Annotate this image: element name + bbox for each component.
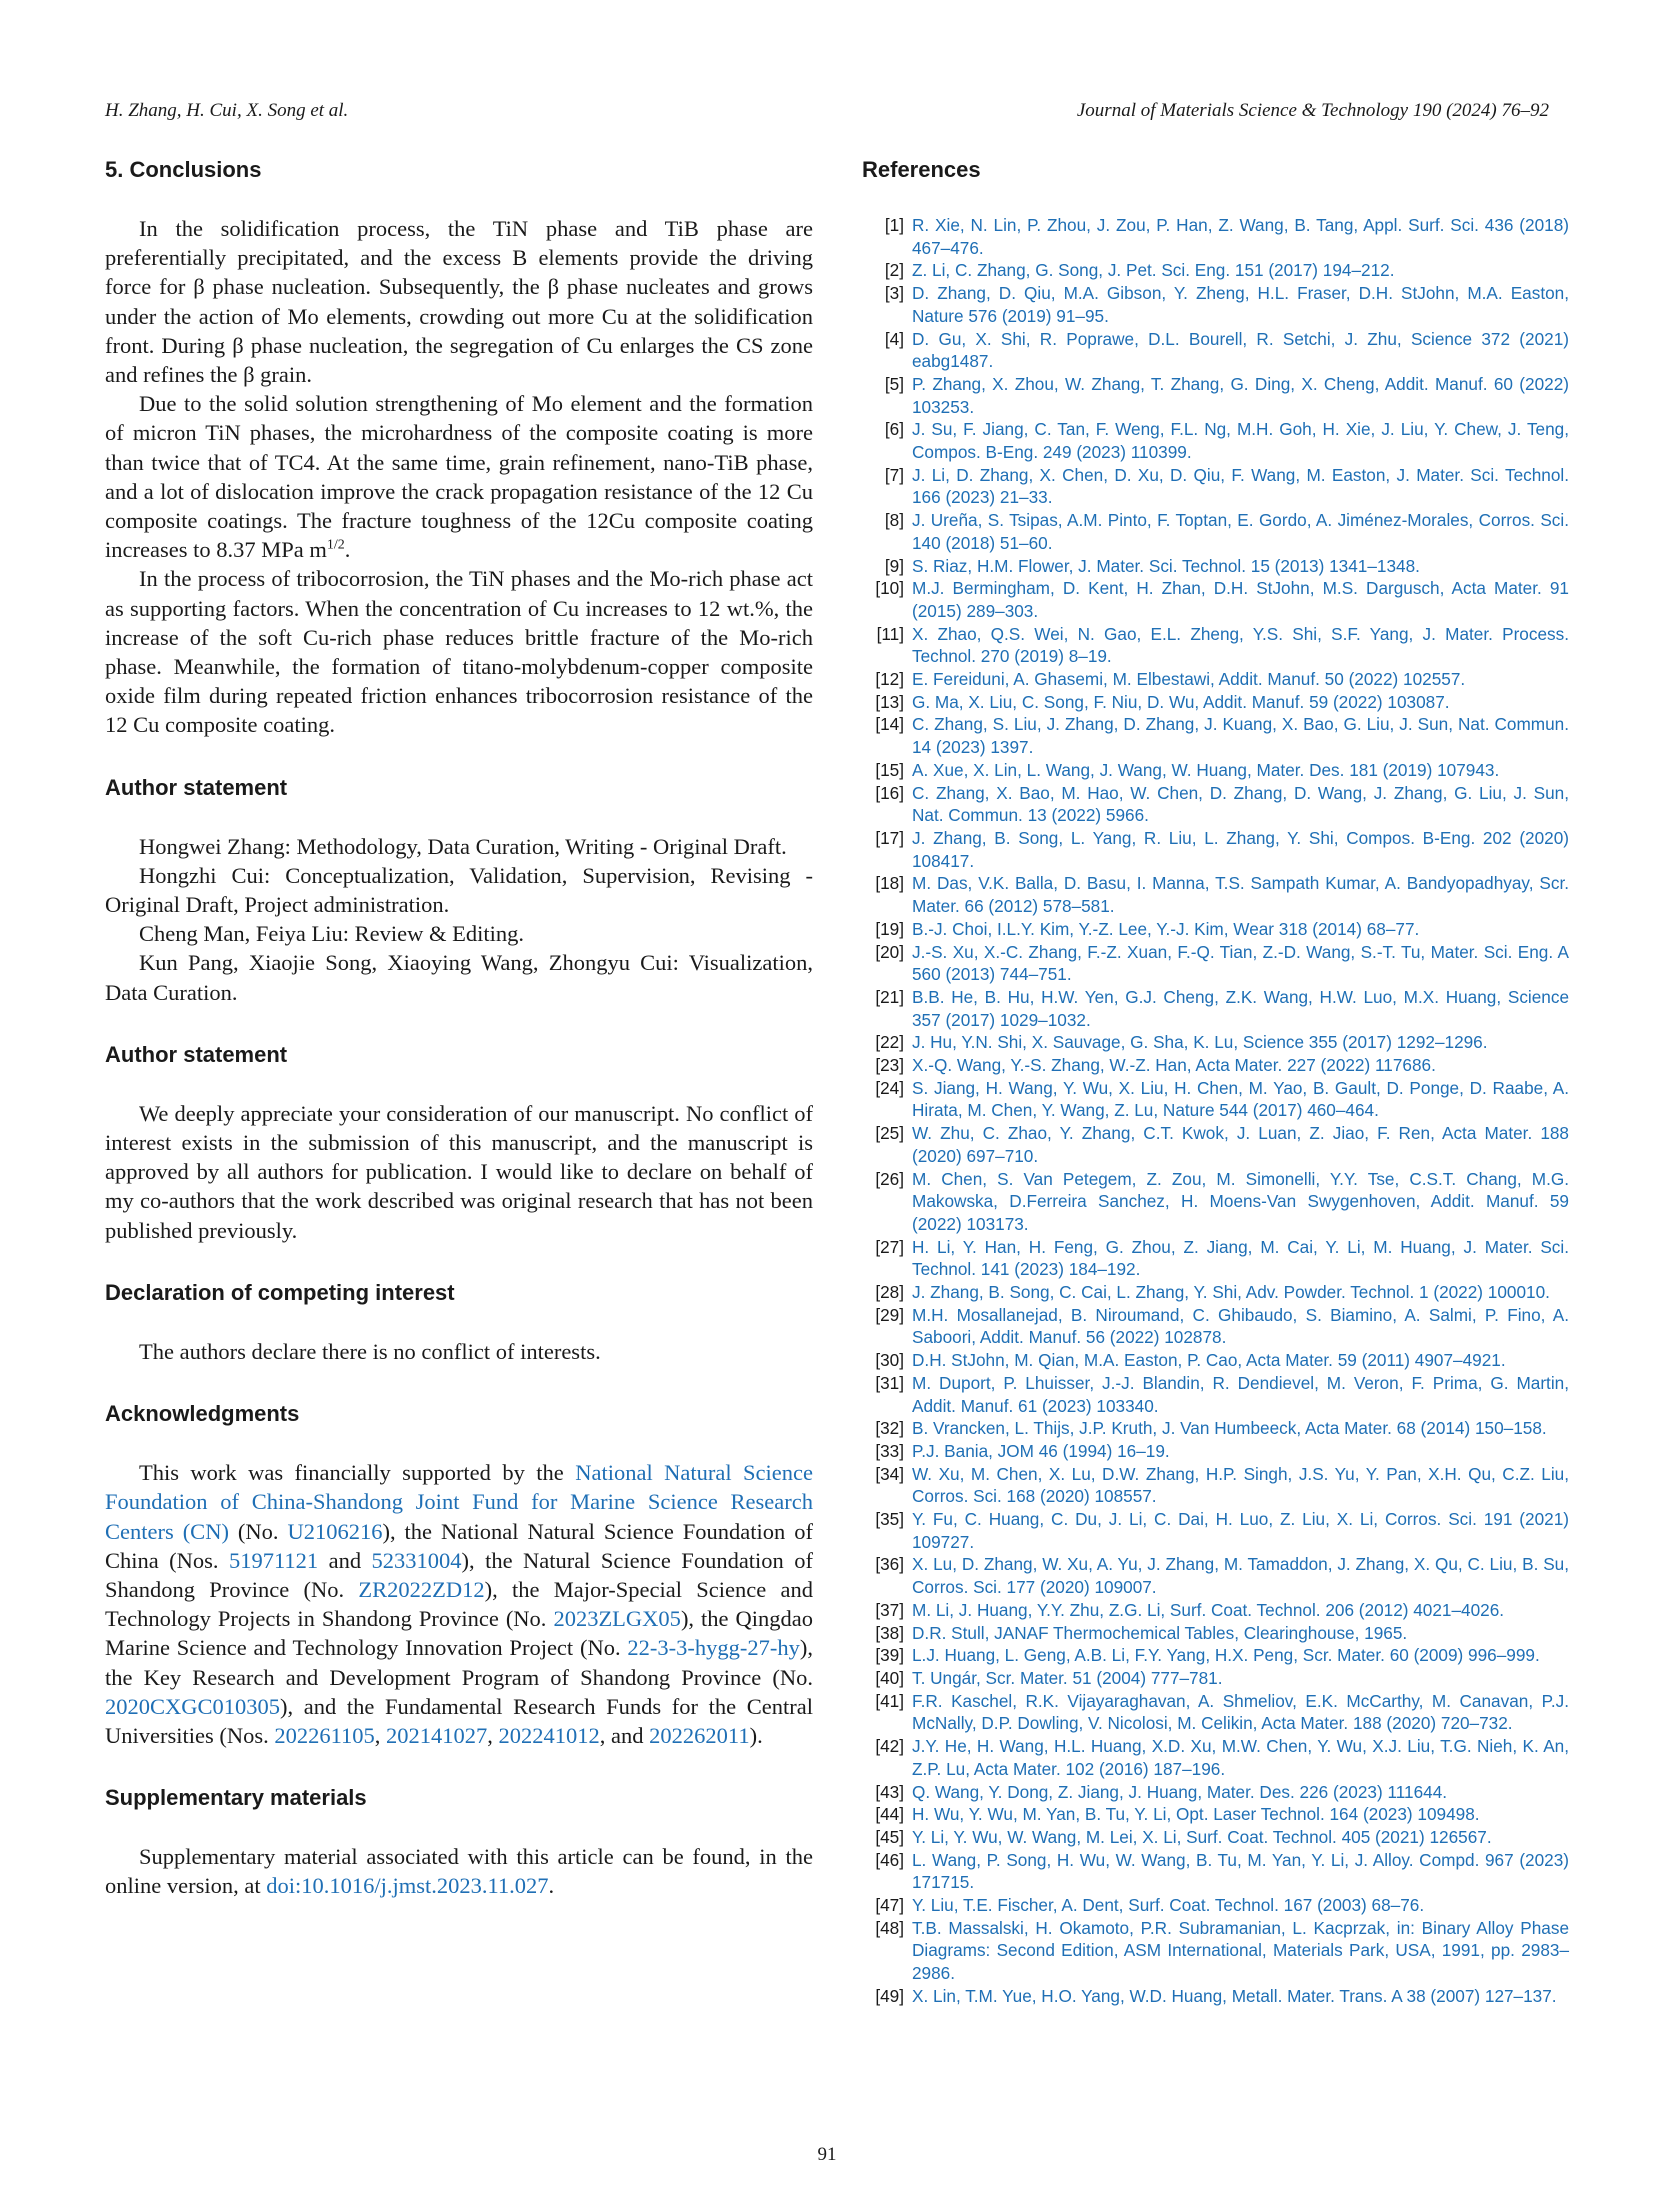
references-list — [862, 214, 1569, 2008]
reference-item — [862, 1826, 1569, 1849]
reference-link[interactable]: H. Wu, Y. Wu, M. Yan, B. Tu, Y. Li, Opt. Laser Technol. 164 (2023) 109498. — [912, 1804, 1480, 1825]
reference-item — [862, 827, 1569, 872]
reference-link[interactable]: A. Xue, X. Lin, L. Wang, J. Wang, W. Huang, Mater. Des. 181 (2019) 107943. — [912, 759, 1500, 780]
reference-link[interactable]: M.J. Bermingham, D. Kent, H. Zhan, D.H. StJohn, M.S. Dargusch, Acta Mater. 91 (2015) 289–303. — [912, 578, 1569, 621]
reference-item — [862, 691, 1569, 714]
reference-link[interactable]: X. Lin, T.M. Yue, H.O. Yang, W.D. Huang, Metall. Mater. Trans. A 38 (2007) 127–137. — [912, 1985, 1557, 2006]
reference-number: [41] — [875, 1690, 904, 1711]
reference-item — [862, 555, 1569, 578]
reference-link[interactable]: D. Gu, X. Shi, R. Poprawe, D.L. Bourell, R. Setchi, J. Zhu, Science 372 (2021) eabg1487. — [912, 328, 1569, 372]
reference-number: [20] — [875, 941, 904, 962]
reference-item — [862, 1168, 1569, 1236]
reference-number: [7] — [884, 464, 904, 485]
reference-link[interactable]: F.R. Kaschel, R.K. Vijayaraghavan, A. Shmeliov, E.K. McCarthy, M. Canavan, P.J. McNally, D.P. Dowling, V. Nicolosi, M. Celikin, Acta Mater. 188 (2020) 720–732. — [912, 1690, 1569, 1734]
reference-number: [33] — [875, 1440, 904, 1461]
reference-number: [10] — [875, 578, 904, 599]
reference-number: [31] — [875, 1372, 904, 1393]
reference-number: [13] — [875, 691, 904, 712]
reference-item — [862, 1735, 1569, 1780]
reference-link[interactable]: P.J. Bania, JOM 46 (1994) 16–19. — [912, 1440, 1170, 1461]
left-column — [105, 156, 813, 1901]
reference-item — [862, 1304, 1569, 1349]
reference-link[interactable]: J.Y. He, H. Wang, H.L. Huang, X.D. Xu, M.W. Chen, Y. Wu, X.J. Liu, T.G. Nieh, K. An, Z.P. Lu, Acta Mater. 102 (2016) 187–196. — [912, 1736, 1569, 1779]
reference-number: [19] — [875, 918, 904, 939]
reference-link[interactable]: M. Chen, S. Van Petegem, Z. Zou, M. Simonelli, Y.Y. Tse, C.S.T. Chang, M.G. Makowska, D.Ferreira Sanchez, H. Moens-Van Swygenhoven, Addit. Manuf. 59 (2022) 103173. — [912, 1168, 1569, 1234]
author-statement-heading: Author statement — [105, 774, 288, 800]
link-grant-52331004[interactable]: 52331004 — [371, 1547, 462, 1573]
reference-number: [22] — [875, 1032, 904, 1053]
reference-item — [862, 1349, 1569, 1372]
reference-number: [6] — [884, 419, 904, 440]
reference-item — [862, 1440, 1569, 1463]
reference-link[interactable]: Z. Li, C. Zhang, G. Song, J. Pet. Sci. Eng. 151 (2017) 194–212. — [912, 260, 1395, 281]
reference-item — [862, 759, 1569, 782]
link-funder-nsfc-shandong[interactable]: National Natural Science Foundation of China-Shandong Joint Fund for Marine Science Research Centers (CN) — [105, 1460, 813, 1544]
reference-item — [862, 1849, 1569, 1894]
reference-link[interactable]: G. Ma, X. Liu, C. Song, F. Niu, D. Wu, Addit. Manuf. 59 (2022) 103087. — [912, 691, 1450, 712]
reference-number: [26] — [875, 1168, 904, 1189]
reference-number: [32] — [875, 1418, 904, 1439]
reference-number: [44] — [875, 1804, 904, 1825]
page-number: 91 — [817, 2144, 837, 2165]
reference-number: [4] — [884, 328, 904, 349]
author-statement-2-heading: Author statement — [105, 1041, 288, 1067]
link-grant-202262011[interactable]: 202262011 — [649, 1722, 750, 1748]
reference-link[interactable]: J.-S. Xu, X.-C. Zhang, F.-Z. Xuan, F.-Q. Tian, Z.-D. Wang, S.-T. Tu, Mater. Sci. Eng. A 560 (2013) 744–751. — [912, 941, 1569, 985]
reference-number: [38] — [875, 1622, 904, 1643]
author-statement-line-1: Hongwei Zhang: Methodology, Data Curation, Writing - Original Draft. — [139, 833, 787, 859]
link-grant-2023zlgx05[interactable]: 2023ZLGX05 — [553, 1606, 681, 1632]
reference-link[interactable]: J. Ureña, S. Tsipas, A.M. Pinto, F. Toptan, E. Gordo, A. Jiménez-Morales, Corros. Sci. 140 (2018) 51–60. — [912, 510, 1569, 553]
author-statement-line-3: Cheng Man, Feiya Liu: Review & Editing. — [139, 921, 524, 947]
reference-item — [862, 1803, 1569, 1826]
reference-number: [15] — [875, 759, 904, 780]
reference-number: [47] — [875, 1895, 904, 1916]
reference-number: [34] — [875, 1463, 904, 1484]
reference-link[interactable]: C. Zhang, S. Liu, J. Zhang, D. Zhang, J. Kuang, X. Bao, G. Liu, J. Sun, Nat. Commun. 14 (2023) 1397. — [912, 714, 1569, 758]
reference-link[interactable]: Y. Fu, C. Huang, C. Du, J. Li, C. Dai, H. Luo, Z. Liu, X. Li, Corros. Sci. 191 (2021) 109727. — [912, 1509, 1569, 1552]
reference-item — [862, 328, 1569, 373]
reference-item — [862, 259, 1569, 282]
conclusions-paragraph-3: In the process of tribocorrosion, the TiN phases and the Mo-rich phase act as supporting factors. When the concentration of Cu increases to 12 wt.%, the increase of the soft Cu-rich phase reduces brittle fracture of the Mo-rich phase. Meanwhile, the formation of titano-molybdenum-copper composite oxide film during repeated friction enhances tribocorrosion resistance of the 12 Cu composite coating. — [105, 566, 813, 738]
reference-item — [862, 1894, 1569, 1917]
reference-item — [862, 713, 1569, 758]
conclusions-heading: 5. Conclusions — [105, 157, 262, 182]
link-grant-202141027[interactable]: 202141027 — [386, 1722, 488, 1748]
reference-link[interactable]: R. Xie, N. Lin, P. Zhou, J. Zou, P. Han, Z. Wang, B. Tang, Appl. Surf. Sci. 436 (2018) 467–476. — [912, 215, 1569, 258]
reference-item — [862, 1508, 1569, 1553]
reference-number: [5] — [884, 373, 904, 394]
header-authors: H. Zhang, H. Cui, X. Song et al. — [105, 100, 349, 121]
link-grant-2020cxgc010305[interactable]: 2020CXGC010305 — [105, 1693, 281, 1719]
reference-link[interactable]: J. Su, F. Jiang, C. Tan, F. Weng, F.L. Ng, M.H. Goh, H. Xie, J. Liu, Y. Chew, J. Teng, Compos. B-Eng. 249 (2023) 110399. — [912, 419, 1569, 463]
reference-number: [25] — [875, 1123, 904, 1144]
reference-item — [862, 1667, 1569, 1690]
reference-item — [862, 1644, 1569, 1667]
reference-link[interactable]: X. Zhao, Q.S. Wei, N. Gao, E.L. Zheng, Y.S. Shi, S.F. Yang, J. Mater. Process. Technol. 270 (2019) 8–19. — [912, 623, 1569, 667]
reference-number: [9] — [884, 555, 904, 576]
references-heading: References — [862, 157, 981, 182]
reference-item — [862, 1122, 1569, 1167]
acknowledgments-heading: Acknowledgments — [105, 1401, 300, 1427]
reference-link[interactable]: M. Das, V.K. Balla, D. Basu, I. Manna, T.S. Sampath Kumar, A. Bandyopadhyay, Scr. Mater. 66 (2012) 578–581. — [912, 873, 1569, 917]
reference-number: [30] — [875, 1350, 904, 1371]
reference-link[interactable]: B.B. He, B. Hu, H.W. Yen, G.J. Cheng, Z.K. Wang, H.W. Luo, M.X. Huang, Science 357 (2017) 1029–1032. — [912, 986, 1569, 1030]
reference-link[interactable]: T.B. Massalski, H. Okamoto, P.R. Subramanian, L. Kacprzak, in: Binary Alloy Phase Diagrams: Second Edition, ASM International, Materials Park, USA, 1991, pp. 2983–2986. — [912, 1917, 1569, 1984]
reference-number: [21] — [875, 986, 904, 1007]
reference-item — [862, 872, 1569, 917]
reference-number: [36] — [875, 1554, 904, 1575]
reference-item — [862, 1985, 1569, 2008]
reference-item — [862, 918, 1569, 941]
reference-link[interactable]: X.-Q. Wang, Y.-S. Zhang, W.-Z. Han, Acta Mater. 227 (2022) 117686. — [912, 1055, 1436, 1076]
reference-item — [862, 1031, 1569, 1054]
reference-item — [862, 1281, 1569, 1304]
reference-number: [48] — [875, 1917, 904, 1938]
reference-item — [862, 782, 1569, 827]
reference-link[interactable]: Y. Liu, T.E. Fischer, A. Dent, Surf. Coat. Technol. 167 (2003) 68–76. — [912, 1895, 1425, 1916]
reference-link[interactable]: B.-J. Choi, I.L.Y. Kim, Y.-Z. Lee, Y.-J. Kim, Wear 318 (2014) 68–77. — [912, 918, 1420, 939]
acknowledgments-text: This work was financially supported by the National Natural Science Foundation of China-Shandong Joint Fund for Marine Science Research Centers (CN) (No. U2106216), the National Natural Science Foundation of China (Nos. 51971121 and 52331004), the Natural Science Foundation of Shandong Province (No. ZR2022ZD12), the Major-Special Science and Technology Projects in Shandong Province (No. 2023ZLGX05), the Qingdao Marine Science and Technology Innovation Project (No. 22-3-3-hygg-27-hy), the Key Research and Development Program of Shandong Province (No. 2020CXGC010305), and the Fundamental Research Funds for the Central Universities (Nos. 202261105, 202141027, 202241012, and 202262011). — [105, 1460, 814, 1748]
link-grant-zr2022zd12[interactable]: ZR2022ZD12 — [358, 1576, 485, 1602]
reference-item — [862, 214, 1569, 259]
reference-item — [862, 1077, 1569, 1122]
reference-number: [16] — [875, 782, 904, 803]
reference-link[interactable]: Y. Li, Y. Wu, W. Wang, M. Lei, X. Li, Surf. Coat. Technol. 405 (2021) 126567. — [912, 1826, 1492, 1847]
reference-link[interactable]: Q. Wang, Y. Dong, Z. Jiang, J. Huang, Mater. Des. 226 (2023) 111644. — [912, 1781, 1448, 1802]
reference-number: [23] — [875, 1055, 904, 1076]
reference-link[interactable]: L. Wang, P. Song, H. Wu, W. Wang, B. Tu, M. Yan, Y. Li, J. Alloy. Compd. 967 (2023) 171715. — [912, 1849, 1569, 1893]
running-header — [105, 100, 1549, 126]
reference-link[interactable]: D.H. StJohn, M. Qian, M.A. Easton, P. Cao, Acta Mater. 59 (2011) 4907–4921. — [912, 1350, 1506, 1371]
right-column — [862, 156, 1569, 2008]
reference-link[interactable]: M.H. Mosallanejad, B. Niroumand, C. Ghibaudo, S. Biamino, A. Salmi, P. Fino, A. Saboori, Addit. Manuf. 56 (2022) 102878. — [912, 1304, 1569, 1348]
reference-item — [862, 623, 1569, 668]
link-doi[interactable]: doi:10.1016/j.jmst.2023.11.027 — [266, 1873, 549, 1899]
author-statement-2-text: We deeply appreciate your consideration of our manuscript. No conflict of interest exists in the submission of this manuscript, and the manuscript is approved by all authors for publication. I would like to declare on behalf of my co-authors that the work described was original research that has not been published previously. — [105, 1100, 813, 1243]
reference-item — [862, 509, 1569, 554]
reference-item — [862, 1372, 1569, 1417]
reference-link[interactable]: M. Duport, P. Lhuisser, J.-J. Blandin, R. Dendievel, M. Veron, F. Prima, G. Martin, Addit. Manuf. 61 (2023) 103340. — [912, 1372, 1569, 1416]
reference-link[interactable]: J. Li, D. Zhang, X. Chen, D. Xu, D. Qiu, F. Wang, M. Easton, J. Mater. Sci. Technol. 166 (2023) 21–33. — [912, 464, 1569, 508]
reference-item — [862, 1781, 1569, 1804]
reference-item — [862, 373, 1569, 418]
link-grant-u2106216[interactable]: U2106216 — [287, 1518, 383, 1544]
reference-item — [862, 1599, 1569, 1622]
reference-item — [862, 577, 1569, 622]
reference-number: [2] — [884, 260, 904, 281]
reference-number: [42] — [875, 1736, 904, 1757]
reference-number: [28] — [875, 1282, 904, 1303]
reference-link[interactable]: J. Zhang, B. Song, L. Yang, R. Liu, L. Zhang, Y. Shi, Compos. B-Eng. 202 (2020) 108417. — [912, 827, 1569, 871]
link-grant-202261105[interactable]: 202261105 — [274, 1722, 375, 1748]
reference-link[interactable]: J. Zhang, B. Song, C. Cai, L. Zhang, Y. Shi, Adv. Powder. Technol. 1 (2022) 100010. — [912, 1282, 1550, 1303]
reference-number: [24] — [875, 1077, 904, 1098]
link-grant-202241012[interactable]: 202241012 — [498, 1722, 600, 1748]
reference-link[interactable]: X. Lu, D. Zhang, W. Xu, A. Yu, J. Zhang, M. Tamaddon, J. Zhang, X. Qu, C. Liu, B. Su, Corros. Sci. 177 (2020) 109007. — [912, 1554, 1569, 1598]
supplementary-heading: Supplementary materials — [105, 1785, 367, 1811]
reference-number: [46] — [875, 1849, 904, 1870]
reference-link[interactable]: L.J. Huang, L. Geng, A.B. Li, F.Y. Yang, H.X. Peng, Scr. Mater. 60 (2009) 996–999. — [912, 1645, 1540, 1666]
reference-item — [862, 668, 1569, 691]
author-statement-line-2: Hongzhi Cui: Conceptualization, Validation, Supervision, Revising - Original Draft, Project administration. — [105, 862, 813, 918]
supplementary-text: Supplementary material associated with this article can be found, in the online version, at doi:10.1016/j.jmst.2023.11.027. — [105, 1844, 813, 1899]
reference-number: [18] — [875, 873, 904, 894]
reference-item — [862, 1054, 1569, 1077]
reference-number: [12] — [875, 669, 904, 690]
reference-item — [862, 418, 1569, 463]
reference-item — [862, 282, 1569, 327]
reference-item — [862, 1690, 1569, 1735]
reference-number: [45] — [875, 1826, 904, 1847]
reference-number: [43] — [875, 1781, 904, 1802]
reference-item — [862, 1917, 1569, 1985]
reference-link[interactable]: W. Xu, M. Chen, X. Lu, D.W. Zhang, H.P. Singh, J.S. Yu, Y. Pan, X.H. Qu, C.Z. Liu, Corros. Sci. 168 (2020) 108557. — [912, 1463, 1569, 1507]
reference-link[interactable]: W. Zhu, C. Zhao, Y. Zhang, C.T. Kwok, J. Luan, Z. Jiao, F. Ren, Acta Mater. 188 (2020) 697–710. — [912, 1123, 1569, 1166]
reference-link[interactable]: P. Zhang, X. Zhou, W. Zhang, T. Zhang, G. Ding, X. Cheng, Addit. Manuf. 60 (2022) 103253. — [912, 373, 1569, 417]
reference-link[interactable]: T. Ungár, Scr. Mater. 51 (2004) 777–781. — [912, 1668, 1223, 1688]
reference-number: [37] — [875, 1599, 904, 1620]
reference-number: [27] — [875, 1236, 904, 1257]
reference-item — [862, 1553, 1569, 1598]
reference-number: [14] — [875, 714, 904, 735]
author-statement-line-4: Kun Pang, Xiaojie Song, Xiaoying Wang, Zhongyu Cui: Visualization, Data Curation. — [105, 950, 813, 1005]
reference-number: [17] — [875, 827, 904, 848]
reference-item — [862, 941, 1569, 986]
reference-link[interactable]: S. Riaz, H.M. Flower, J. Mater. Sci. Technol. 15 (2013) 1341–1348. — [912, 555, 1420, 576]
reference-item — [862, 1417, 1569, 1440]
conclusions-paragraph-1: In the solidification process, the TiN phase and TiB phase are preferentially precipitated, and the excess B elements provide the driving force for β phase nucleation. Subsequently, the β phase nucleates and grows under the action of Mo elements, crowding out more Cu at the solidification front. During β phase nucleation, the segregation of Cu enlarges the CS zone and refines the β grain. — [105, 216, 813, 388]
reference-number: [49] — [875, 1985, 904, 2006]
competing-interest-heading: Declaration of competing interest — [105, 1279, 455, 1305]
header-journal: Journal of Materials Science & Technology 190 (2024) 76–92 — [1076, 100, 1549, 121]
reference-item — [862, 1236, 1569, 1281]
reference-item — [862, 464, 1569, 509]
reference-link[interactable]: H. Li, Y. Han, H. Feng, G. Zhou, Z. Jiang, M. Cai, Y. Li, M. Huang, J. Mater. Sci. Technol. 141 (2023) 184–192. — [912, 1236, 1569, 1280]
reference-item — [862, 1622, 1569, 1645]
reference-number: [8] — [884, 510, 904, 531]
reference-link[interactable]: D. Zhang, D. Qiu, M.A. Gibson, Y. Zheng, H.L. Fraser, D.H. StJohn, M.A. Easton, Nature 576 (2019) 91–95. — [912, 283, 1569, 326]
reference-number: [3] — [884, 283, 904, 304]
conclusions-paragraph-2: Due to the solid solution strengthening of Mo element and the formation of micron TiN phases, the microhardness of the composite coating is more than twice that of TC4. At the same time, grain refinement, nano-TiB phase, and a lot of dislocation improve the crack propagation resistance of the 12 Cu composite coatings. The fracture toughness of the 12Cu composite coating increases to 8.37 MPa $m^{1/2}$. — [105, 391, 813, 563]
reference-link[interactable]: D.R. Stull, JANAF Thermochemical Tables, Clearinghouse, 1965. — [912, 1622, 1408, 1643]
reference-number: [29] — [875, 1304, 904, 1325]
reference-number: [40] — [875, 1668, 904, 1688]
reference-item — [862, 1463, 1569, 1508]
reference-link[interactable]: M. Li, J. Huang, Y.Y. Zhu, Z.G. Li, Surf. Coat. Technol. 206 (2012) 4021–4026. — [912, 1599, 1505, 1620]
reference-link[interactable]: S. Jiang, H. Wang, Y. Wu, X. Liu, H. Chen, M. Yao, B. Gault, D. Ponge, D. Raabe, A. Hirata, M. Chen, Y. Wang, Z. Lu, Nature 544 (2017) 460–464. — [912, 1077, 1569, 1121]
reference-number: [1] — [884, 215, 904, 235]
reference-number: [11] — [876, 623, 904, 644]
reference-number: [39] — [875, 1645, 904, 1666]
reference-link[interactable]: C. Zhang, X. Bao, M. Hao, W. Chen, D. Zhang, D. Wang, J. Zhang, G. Liu, J. Sun, Nat. Commun. 13 (2022) 5966. — [912, 782, 1569, 826]
reference-link[interactable]: B. Vrancken, L. Thijs, J.P. Kruth, J. Van Humbeeck, Acta Mater. 68 (2014) 150–158. — [912, 1418, 1547, 1439]
reference-link[interactable]: J. Hu, Y.N. Shi, X. Sauvage, G. Sha, K. Lu, Science 355 (2017) 1292–1296. — [912, 1032, 1488, 1053]
link-grant-51971121[interactable]: 51971121 — [229, 1547, 319, 1573]
reference-number: [35] — [875, 1509, 904, 1530]
reference-link[interactable]: E. Fereiduni, A. Ghasemi, M. Elbestawi, Addit. Manuf. 50 (2022) 102557. — [912, 669, 1466, 690]
link-grant-22-3-3-hygg-27-hy[interactable]: 22-3-3-hygg-27-hy — [627, 1635, 800, 1661]
competing-interest-text: The authors declare there is no conflict of interests. — [139, 1338, 601, 1364]
reference-item — [862, 986, 1569, 1031]
